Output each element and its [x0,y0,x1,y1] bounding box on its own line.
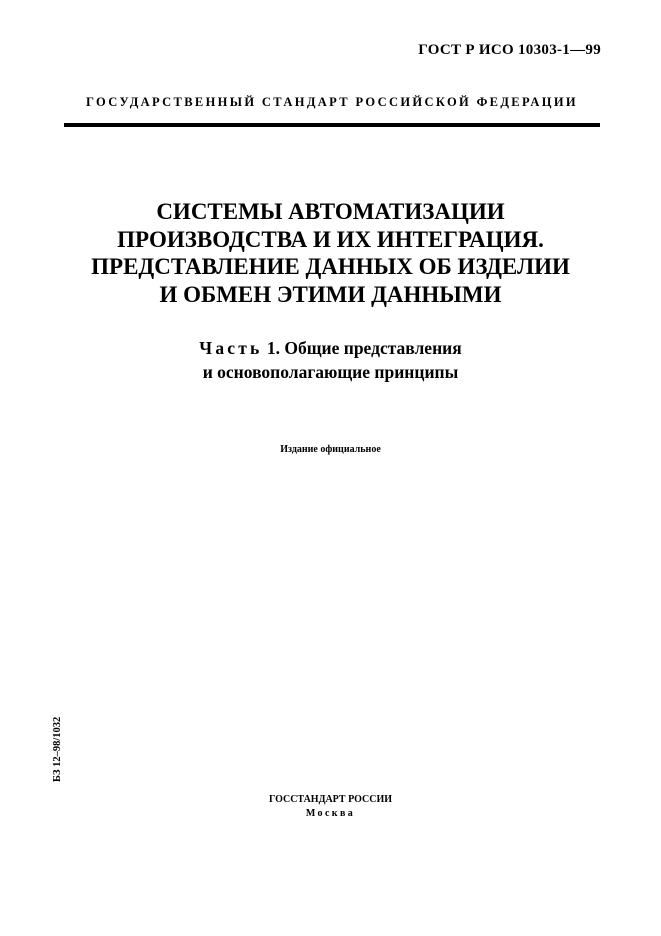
publisher-name: ГОССТАНДАРТ РОССИИ [268,794,393,805]
publisher-block [40,793,621,821]
part-subtitle-line-2: и основополагающие принципы [202,362,459,382]
state-standard-heading: ГОСУДАРСТВЕННЫЙ СТАНДАРТ РОССИЙСКОЙ ФЕДЕРАЦИИ [86,95,578,109]
title-line-1: СИСТЕМЫ АВТОМАТИЗАЦИИ [156,199,505,224]
part-label: Часть [199,338,263,358]
title-line-4: И ОБМЕН ЭТИМИ ДАННЫМИ [159,281,502,307]
edition-note: Издание официальное [280,444,381,455]
publisher-city: Москва [305,808,356,819]
document-title [40,198,621,308]
part-subtitle-line-1 [40,336,621,360]
part-title-text: 1. Общие представления [262,338,462,358]
title-line-2: ПРОИЗВОДСТВА И ИХ ИНТЕГРАЦИЯ. [117,226,544,252]
title-line-3: ПРЕДСТАВЛЕНИЕ ДАННЫХ ОБ ИЗДЕЛИИ [91,254,570,279]
header-divider [64,123,600,127]
part-subtitle [40,336,621,384]
document-code: ГОСТ Р ИСО 10303-1—99 [418,42,601,58]
side-registration-code: БЗ 12–98/1032 [52,716,63,782]
